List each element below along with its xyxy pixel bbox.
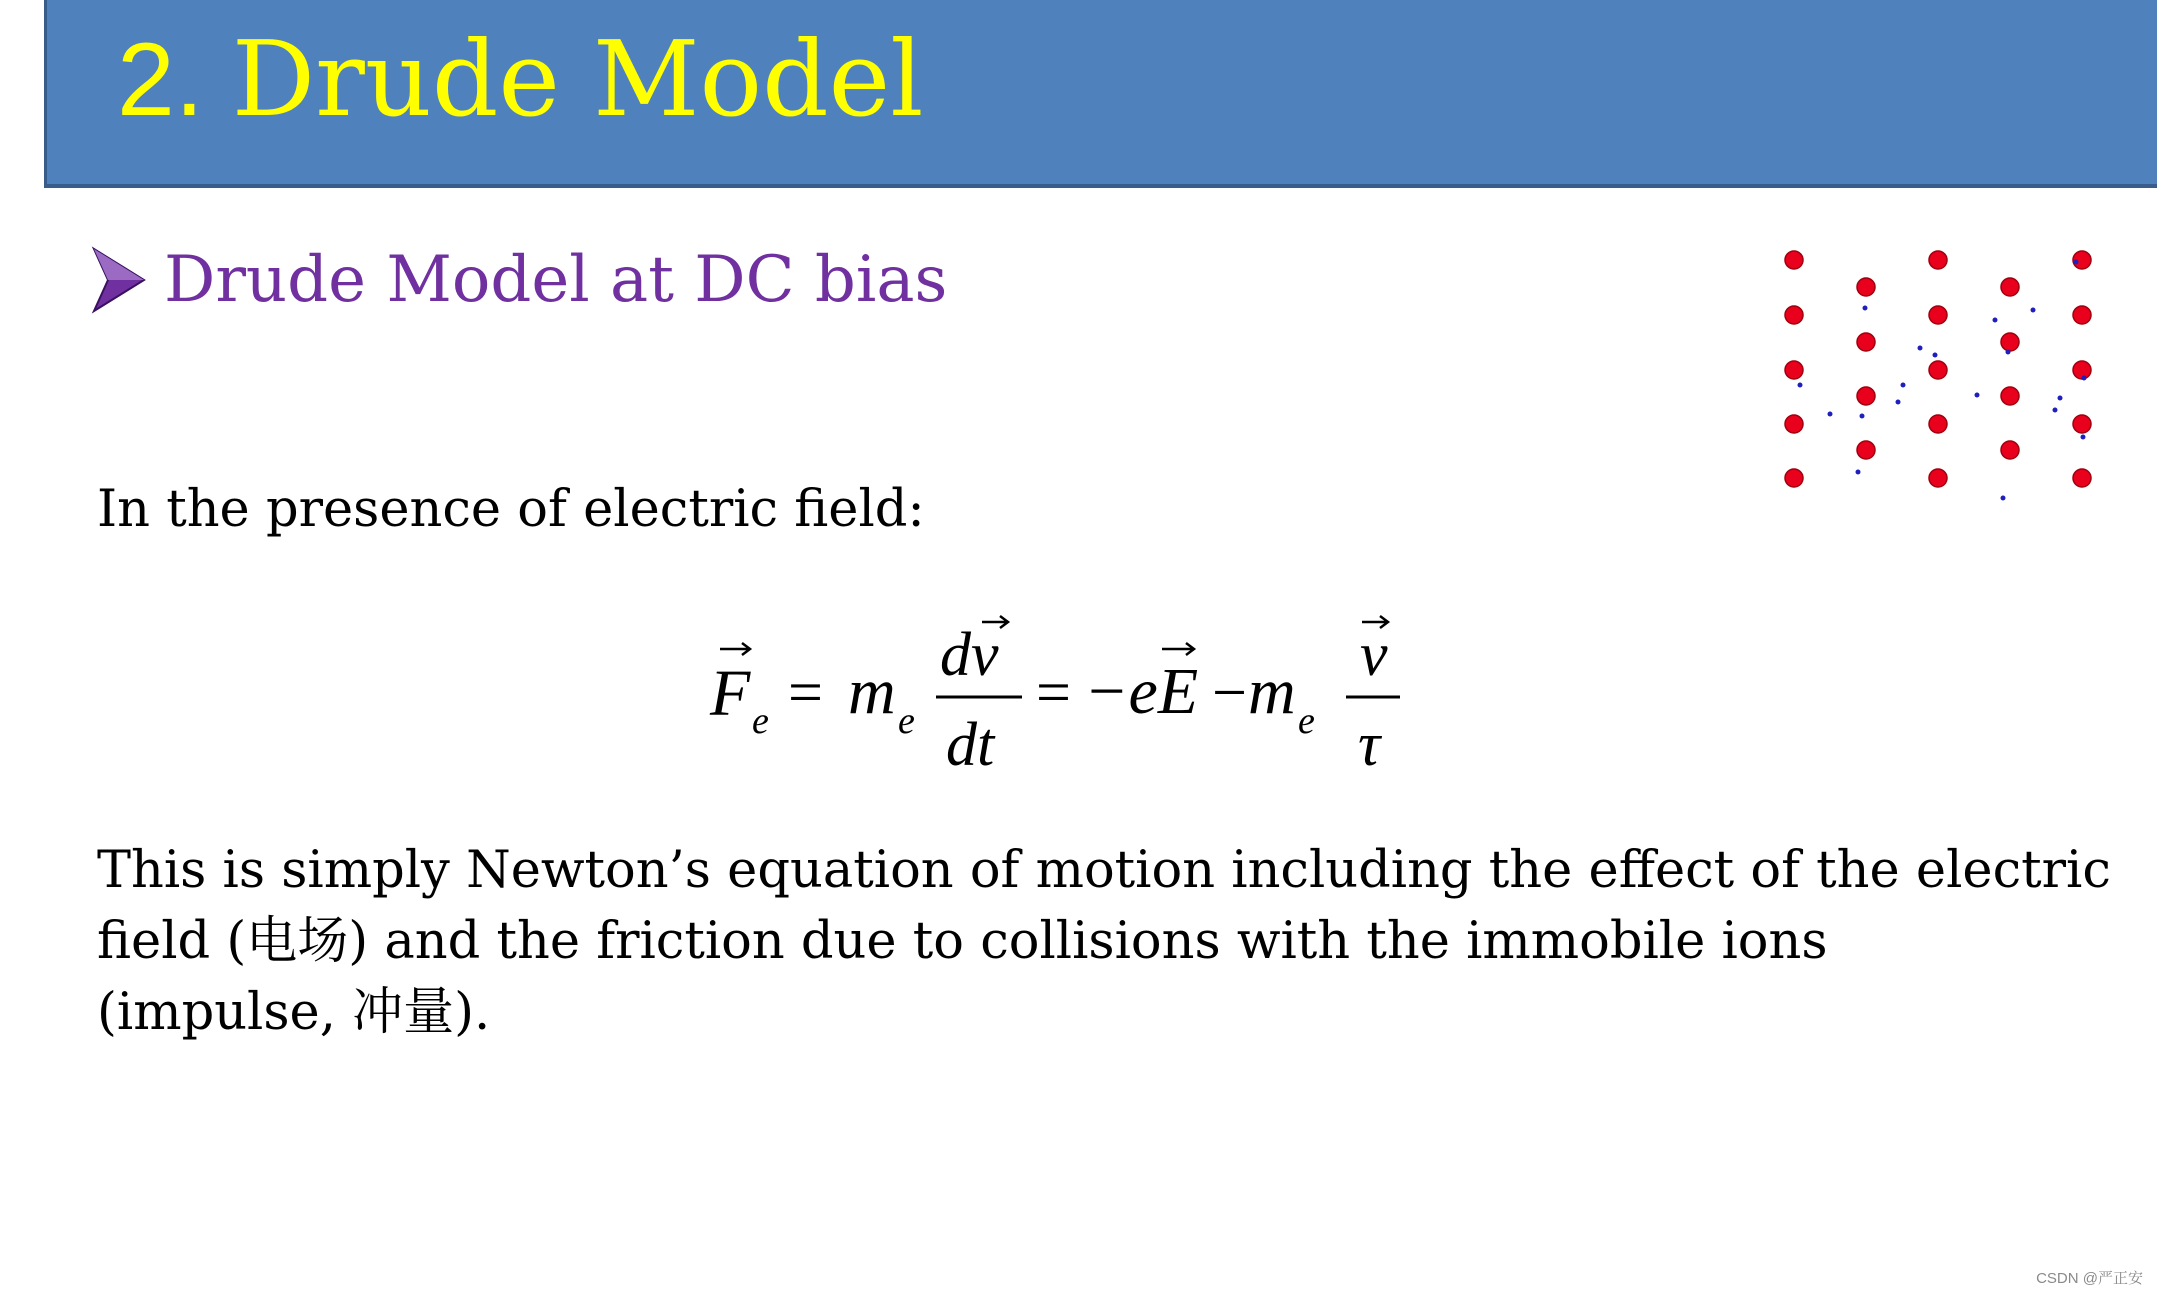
mass-subscript: e — [898, 700, 915, 742]
ion-dot — [1929, 415, 1947, 433]
ion-dot — [2073, 469, 2091, 487]
force-subscript: e — [752, 700, 769, 742]
electron-dot — [2058, 396, 2063, 401]
electric-force-term: −eE — [1084, 655, 1199, 728]
ion-dot — [1929, 469, 1947, 487]
electron-dot — [2053, 408, 2058, 413]
electron-dot — [1901, 383, 1906, 388]
equals-sign: = — [1036, 659, 1071, 727]
electron-dot — [1798, 383, 1803, 388]
ion-dot — [1857, 278, 1875, 296]
newton-equation — [700, 605, 1440, 785]
bullet-text: Drude Model at DC bias — [164, 243, 948, 317]
electron-dot — [2074, 260, 2079, 265]
ion-dot — [1785, 415, 1803, 433]
electron-dot — [1856, 470, 1861, 475]
electron-dot — [2081, 435, 2086, 440]
minus-sign: − — [1212, 659, 1247, 727]
ion-dot — [1857, 441, 1875, 459]
ion-dot — [1929, 251, 1947, 269]
ion-dot — [2001, 387, 2019, 405]
tau-denominator: τ — [1358, 711, 1381, 779]
slide-title — [117, 18, 924, 140]
electron-dot — [1828, 412, 1833, 417]
ion-dot — [1785, 306, 1803, 324]
velocity-numerator: v — [1360, 621, 1388, 689]
ions — [1785, 251, 2091, 487]
ion-dot — [1857, 333, 1875, 351]
ion-dot — [2001, 278, 2019, 296]
electron-dot — [1863, 306, 1868, 311]
vector-arrow-icon — [720, 643, 750, 655]
electron-dot — [2031, 308, 2036, 313]
ion-dot — [2001, 333, 2019, 351]
equals-sign: = — [788, 659, 823, 727]
electron-dot — [1896, 400, 1901, 405]
electron-dot — [1860, 414, 1865, 419]
ion-dot — [2073, 361, 2091, 379]
title-bar — [44, 0, 2157, 188]
electron-dot — [2006, 350, 2011, 355]
explanation-line: (impulse, 冲量). — [97, 983, 491, 1042]
mass-subscript-2: e — [1298, 700, 1315, 742]
equation-svg — [700, 605, 1440, 785]
ion-dot — [2001, 441, 2019, 459]
vector-arrow-icon — [1162, 643, 1194, 655]
ion-dot — [2073, 306, 2091, 324]
explanation-paragraph — [97, 835, 2111, 1048]
ion-dot — [1929, 306, 1947, 324]
dv-numerator: dv — [940, 621, 999, 689]
ion-dot — [1785, 469, 1803, 487]
mass-symbol: m — [848, 655, 896, 728]
ion-lattice-illustration — [1770, 240, 2110, 510]
force-symbol: F — [710, 657, 751, 730]
slide-title-text: Drude Model — [231, 18, 924, 140]
electron-dot — [2001, 496, 2006, 501]
arrowhead-bullet-icon — [88, 245, 148, 315]
ion-dot — [1785, 361, 1803, 379]
electron-dot — [1975, 393, 1980, 398]
bullet-heading — [88, 240, 947, 320]
explanation-line: field (电场) and the friction due to collisions with the immobile ions — [97, 912, 1828, 971]
explanation-line: This is simply Newton’s equation of motion including the effect of the electric — [97, 841, 2111, 900]
intro-text: In the presence of electric field: — [97, 480, 925, 539]
ion-dot — [1929, 361, 1947, 379]
electron-dot — [1933, 353, 1938, 358]
electron-dot — [1993, 318, 1998, 323]
dt-denominator: dt — [946, 711, 995, 779]
mass-symbol-2: m — [1248, 655, 1296, 728]
electrons — [1798, 260, 2087, 501]
ion-dot — [1785, 251, 1803, 269]
ion-dot — [1857, 387, 1875, 405]
slide-title-number: 2. — [117, 22, 204, 138]
electron-dot — [1918, 346, 1923, 351]
watermark: CSDN @严正安 — [2036, 1270, 2143, 1287]
electron-dot — [2082, 376, 2087, 381]
ion-dot — [2073, 415, 2091, 433]
